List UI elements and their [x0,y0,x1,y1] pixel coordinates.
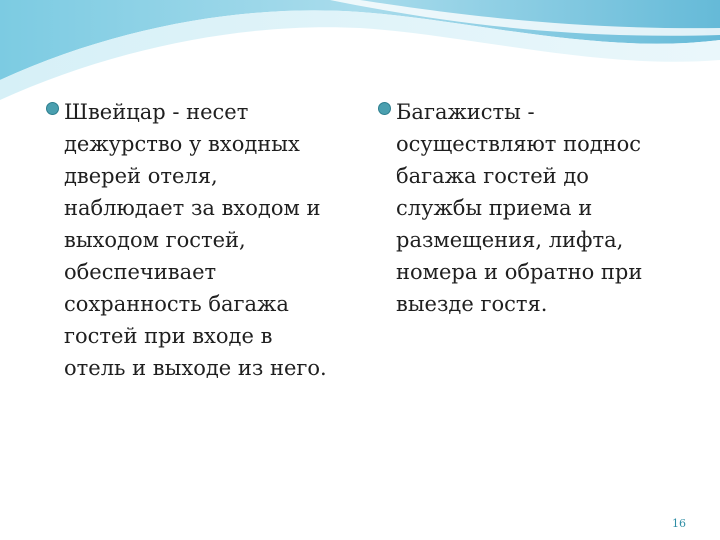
right-bullet-text: Багажисты - осуществляют поднос багажа гостей до службы приема и размещения, лифта, номера и обратно при выезде гостя. [396,100,643,316]
page-number: 16 [672,517,686,530]
left-bullet-text: Швейцар - несет дежурство у входных дверей отеля, наблюдает за входом и выходом гостей, обеспечивает сохранность багажа гостей при входе в отель и выходе из него. [64,100,327,380]
bullet-icon [378,102,391,115]
header-wave-decoration [0,0,720,110]
bullet-icon [46,102,59,115]
